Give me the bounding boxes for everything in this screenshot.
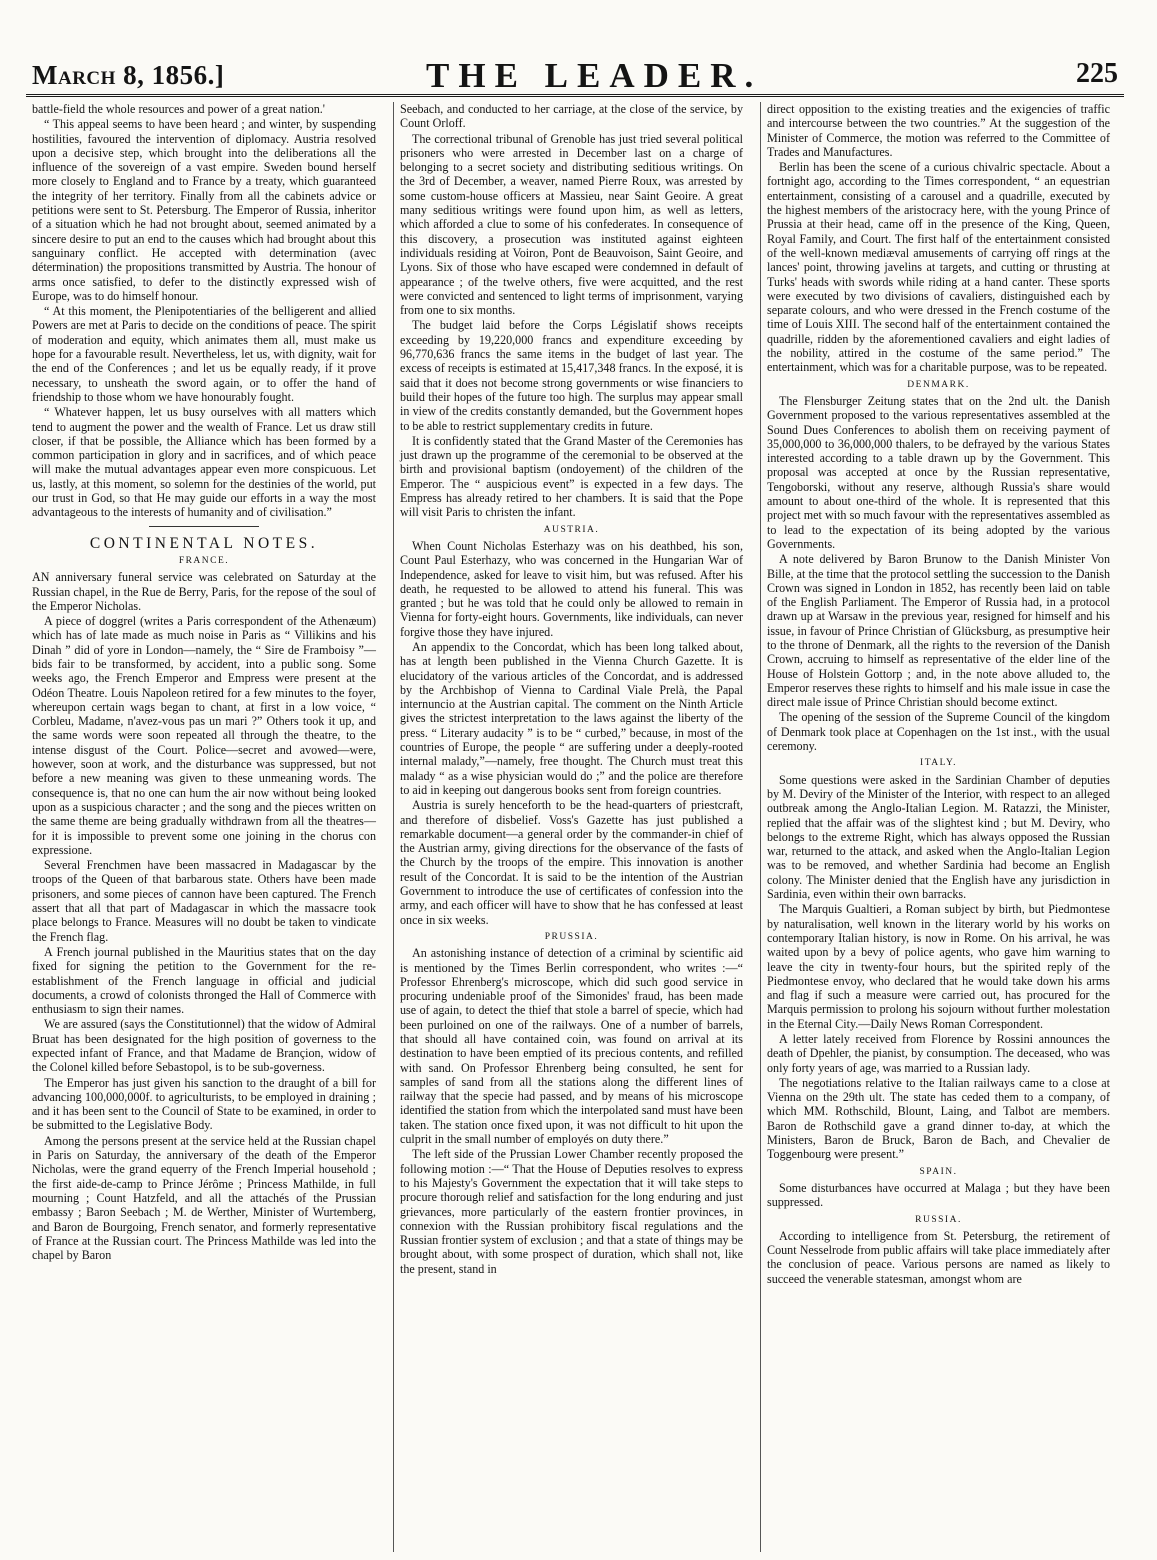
masthead-rule — [26, 94, 1124, 97]
article-paragraph: Some disturbances have occurred at Malaga ; but they have been suppressed. — [767, 1180, 1110, 1210]
article-paragraph: “ At this moment, the Plenipotentiaries of the belligerent and allied Powers are met at Paris to decide on the conditions of peace. The spirit of moderation and equity, which animates them all, must make us hope for a favourable result. Nevertheless, let us, with dignity, wait for the end of the Conferences ; and let us be equally ready, if it prove necessary, to unsheath the sword again, or to offer the hand of friendship to those whom we have honourably fought. — [32, 304, 376, 404]
page-number: 225 — [1076, 58, 1118, 89]
article-paragraph: According to intelligence from St. Petersburg, the retirement of Count Nesselrode from public affairs will take place immediately after the conclusion of peace. Various persons are named as likely to succeed the venerable statesman, amongst whom are — [767, 1228, 1110, 1286]
article-paragraph: Among the persons present at the service held at the Russian chapel in Paris on Saturday, the anniversary of the death of the Emperor Nicholas, were the grand equerry of the French Imperial household ; the first aide-de-camp to Prince Jérôme ; Princess Mathilde, in full mourning ; Count Hatzfeld, and all the attachés of the Prussian embassy ; Baron Seebach ; M. de Werther, Minister of Wurtemberg, and Baron de Bourgoing, French senator, and formerly representative of France at the Russian court. The Princess Mathilde was led into the chapel by Baron — [32, 1133, 376, 1263]
subsection-heading: FRANCE. — [178, 555, 230, 566]
section-heading: CONTINENTAL NOTES. — [89, 534, 319, 552]
subsection-heading: SPAIN. — [919, 1166, 958, 1177]
article-paragraph: The Marquis Gualtieri, a Roman subject by birth, but Piedmontese by naturalisation, well known in the literary world by his works on contemporary Italian history, is now in Rome. On his arrival, he was waited upon by a bevy of police agents, who gave him warning to leave the city in twenty-four hours, but the spirited reply of the Piedmontese envoy, who declared that he would take down his arms and flag if such a measure were carried out, has procured for the Marquis permission to prolong his sojourn without further molestation in the Eternal City.—Daily News Roman Correspondent. — [767, 902, 1110, 1031]
article-paragraph: It is confidently stated that the Grand Master of the Ceremonies has just drawn up the programme of the ceremonial to be observed at the birth and provisional baptism (ondoyement) of the children of the Emperor. The “ auspicious event” is expected in a few days. The Empress has already retired to her chambers. It is said that the Pope will visit Paris to christen the infant. — [400, 433, 743, 520]
masthead — [26, 34, 1136, 98]
article-paragraph: A French journal published in the Mauritius states that on the day fixed for signing the petition to the Government for the re-establishment of the French language in official and judicial documents, a crowd of colonists thronged the Hall of Commerce with enthusiasm to sign their names. — [32, 944, 376, 1017]
article-paragraph: An astonishing instance of detection of a criminal by scientific aid is mentioned by the Times Berlin correspondent, who writes :—“ Professor Ehrenberg's microscope, which did such good service in procuring undeniable proof of the Simonides' fraud, has been made use of again, to detect the thief that stole a barrel of specie, which had been purloined on one of the railways. One of a number of barrels, that should all have contained coin, was found on arrival at its destination to have been emptied of its precious contents, and refilled with sand. On Professor Ehrenberg being consulted, he sent for samples of sand from all the stations along the different lines of railway that the specie had passed, and by means of his microscope identified the station from which the interpolated sand must have been taken. The station once fixed upon, it was not difficult to hit upon the culprit in the small number of employés on duty there.” — [400, 946, 743, 1147]
column-2 — [393, 102, 749, 1552]
article-paragraph: The correctional tribunal of Grenoble has just tried several political prisoners who were arrested in December last on a charge of belonging to a secret society and distributing seditious writings. On the 3rd of December, a weaver, named Pierre Roux, was arrested by some custom-house officers at Massieu, near Saint Geoire. A great many seditious writings were found upon him, as well as letters, which afforded a clue to some of his confederates. In consequence of this discovery, a prosecution was instituted against eighteen individuals residing at Voiron, Pont de Beauvoison, Saint Geoire, and Lyons. Six of those who have escaped were condemned in default of appearance ; of the twelve others, five were acquitted, and the rest were convicted and sentenced to light terms of imprisonment, varying from one to six months. — [400, 131, 743, 318]
article-paragraph: The negotiations relative to the Italian railways came to a close at Vienna on the 29th ult. The state has ceded them to a company, of which MM. Rothschild, Blount, Laing, and Talbot are members. Baron de Rothschild gave a grand dinner to-day, at which the Ministers, Baron de Bruck, Baron de Bach, and Chevalier de Toggenbourg were present.” — [767, 1075, 1110, 1162]
text-columns — [26, 102, 1142, 1552]
article-paragraph: The opening of the session of the Supreme Council of the kingdom of Denmark took place at Copenhagen on the 1st inst., with the usual ceremony. — [767, 710, 1110, 754]
article-paragraph: “ Whatever happen, let us busy ourselves with all matters which tend to augment the power and the wealth of France. Let us draw still closer, if that be possible, the Alliance which has been formed by a common participation in glory and in sacrifices, and of which peace will make the mutual advantages appear even more conspicuous. Let us, lastly, at this moment, so solemn for the destinies of the world, put our trust in God, so that He may guide our efforts in a way the most advantageous to the interests of humanity and of civilisation.” — [32, 405, 376, 520]
article-paragraph: Berlin has been the scene of a curious chivalric spectacle. About a fortnight ago, according to the Times correspondent, “ an equestrian entertainment, consisting of a carousel and a quadrille, executed by the highest members of the aristocracy here, with the young Prince of Prussia at their head, came off in the presence of the King, Queen, Royal Family, and Court. The first half of the entertainment consisted of the well-known mediæval amusements of carrying off rings at the lances' point, throwing javelins at targets, and cutting or thrusting at Turks' heads with swords while riding at a hand canter. These sports were executed by two divisions of cavaliers, distinguished each by separate colours, and who were dressed in the French costume of the time of Louis XIII. The second half of the entertainment contained the quadrille, ridden by the aforementioned cavaliers and eight ladies of the nobility, attired in the costume of the same period.” The entertainment, which was for a charitable purpose, was to be repeated. — [767, 160, 1110, 375]
subsection-heading: RUSSIA. — [915, 1214, 962, 1225]
article-paragraph: Austria is surely henceforth to be the head-quarters of priestcraft, and therefore of disbelief. Voss's Gazette has just published a remarkable document—a general order by the commander-in chief of the Austrian army, giving directions for the observance of the fasts of the Church by the troops of the empire. This innovation is another result of the Concordat. It is said to be the intention of the Austrian Government to introduce the use of certificates of confession into the army, and each officer will have to show that he has confessed at least once in six weeks. — [400, 798, 743, 927]
article-paragraph: Some questions were asked in the Sardinian Chamber of deputies by M. Deviry of the Minister of the Interior, with respect to an alleged outbreak among the Anglo-Italian Legion. M. Ratazzi, the Minister, replied that the affair was of the slightest kind ; but M. Deviry, who belongs to the extreme Right, which has always opposed the Russian war, returned to the attack, and asked when the Anglo-Italian Legion was to be removed, and whether Sardinia had become an English colony. The Minister denied that the English have any jurisdiction in Sardinia, even within their own barracks. — [767, 772, 1110, 902]
article-paragraph: direct opposition to the existing treaties and the exigencies of traffic and intercourse between the two countries.” At the suggestion of the Minister of Commerce, the motion was referred to the Committee of Trades and Manufactures. — [767, 102, 1110, 159]
article-paragraph: AN anniversary funeral service was celebrated on Saturday at the Russian chapel, in the Rue de Berry, Paris, for the repose of the soul of the Emperor Nicholas. — [32, 570, 376, 613]
article-paragraph: When Count Nicholas Esterhazy was on his deathbed, his son, Count Paul Esterhazy, who was concerned in the Hungarian War of Independence, asked for leave to visit him, but was refused. After his death, he requested to be allowed to attend his funeral. This was granted ; but he was told that he could only be allowed to remain in Vienna for forty-eight hours. Governments, like individuals, can never forgive those they have injured. — [400, 538, 743, 639]
section-divider — [149, 526, 259, 527]
issue-date: March 8, 1856.] — [32, 60, 225, 90]
article-paragraph: Several Frenchmen have been massacred in Madagascar by the troops of the Queen of that barbarous state. Others have been made prisoners, and some pieces of cannon have been captured. The French assert that all that part of Madagascar in which the massacre took place belongs to France. Measures will no doubt be taken to vindicate the French flag. — [32, 858, 376, 944]
subsection-heading: AUSTRIA. — [543, 524, 600, 535]
newspaper-page — [26, 34, 1157, 1554]
article-paragraph: We are assured (says the Constitutionnel) that the widow of Admiral Bruat has been designated for the high position of governess to the expected infant of France, and that Madame de Brançion, widow of the Colonel killed before Sebastopol, is to be sub-governess. — [32, 1017, 376, 1075]
article-paragraph: An appendix to the Concordat, which has been long talked about, has at length been published in the Vienna Church Gazette. It is elucidatory of the various articles of the Concordat, and is addressed by the Archbishop of Vienna to Cardinal Viale Prelà, the Papal internuncio at the Austrian capital. The comment on the Ninth Article gives the strictest interpretation to the laws against the liberty of the press. “ Literary audacity ” is to be “ curbed,” because, in most of the countries of Europe, the people “ are suffering under a deeply-rooted internal malady,”—namely, free thought. The Church must treat this malady “ as a wise physician would do ;” and the police are therefore to aid in keeping out dangerous books sent from foreign countries. — [400, 639, 743, 797]
article-paragraph: A letter lately received from Florence by Rossini announces the death of Dpehler, the pianist, by consumption. The deceased, who was only forty years of age, was married to a Russian lady. — [767, 1032, 1110, 1075]
article-paragraph: The budget laid before the Corps Législatif shows receipts exceeding by 19,220,000 francs and expenditure exceeding by 96,770,636 francs the same items in the budget of last year. The excess of receipts is estimated at 15,417,348 francs. In the exposé, it is said that it does not become strong governments or wise financiers to build their hopes of the future too high. The surplus may appear small in view of the credits constantly demanded, but the Government hopes to be able to restrict supplementary credits in future. — [400, 318, 743, 433]
article-paragraph: “ This appeal seems to have been heard ; and winter, by suspending hostilities, favoured the intervention of diplomacy. Austria resolved upon a decisive step, which brought into the deliberations all the influence of the sovereign of a vast empire. Sweden bound herself more closely to England and to France by a treaty, which guaranteed the integrity of her territory. Finally from all the cabinets advice or petitions were sent to St. Petersburg. The Emperor of Russia, inheritor of a situation which he had not brought about, seemed animated by a sincere desire to put an end to the causes which had brought about this sanguinary conflict. He accepted with determination (avec détermination) the propositions transmitted by Austria. The honour of arms once satisfied, to defer to the distinctly expressed wish of Europe, was to do himself honour. — [32, 117, 376, 303]
newspaper-title: THE LEADER. — [426, 56, 763, 95]
article-paragraph: A piece of doggrel (writes a Paris correspondent of the Athenæum) which has of late made as much noise in Paris as “ Villikins and his Dinah ” did of yore in London—namely, the “ Sire de Framboisy ”—bids fair to be transformed, by accident, into a public song. Some weeks ago, the French Emperor and Empress were present at the Odéon Theatre. Louis Napoleon retired for a few minutes to the foyer, whereupon certain wags began to chant, at first in a low voice, “ Corbleu, Madame, n'avez-vous pas un mari ?” Others took it up, and the same words were soon repeated all through the theatre, to the intense disgust of the Court. Police—secret and avowed—were, however, soon at work, and the disturbance was suppressed, but not before a new meaning was given to these unmeaning words. The consequence is, that no one can hum the air now without being looked upon as a suspicious character ; and the song and the pieces written on the same theme are being gradually withdrawn from all the theatres—for it is impossible to prevent some one joining in the chorus con expressione. — [32, 614, 376, 857]
article-paragraph: battle-field the whole resources and power of a great nation.' — [32, 102, 325, 116]
subsection-heading: PRUSSIA. — [544, 931, 599, 942]
article-paragraph: The Emperor has just given his sanction to the draught of a bill for advancing 100,000,000f. to agriculturists, to be employed in draining ; and it has been sent to the Council of State to be examined, in order to be submitted to the Legislative Body. — [32, 1075, 376, 1133]
article-paragraph: The left side of the Prussian Lower Chamber recently proposed the following motion :—“ That the House of Deputies resolves to express to his Majesty's Government the expectation that it will take steps to procure thorough relief and satisfaction for the long enduring and just grievances, more particularly of the eastern frontier provinces, in connexion with the Russian prohibitory fiscal regulations and the Russian frontier system of exclusion ; and that a state of things may be brought about, with some prospect of duration, which shall not, like the present, stand in — [400, 1147, 743, 1276]
article-paragraph: The Flensburger Zeitung states that on the 2nd ult. the Danish Government proposed to the various representatives assembled at the Sound Dues Conferences to abolish them on receiving payment of 35,000,000 to 36,000,000 thalers, to be defrayed by the various States interested according to a table drawn up by the Government. This proposal was accepted at once by the Russian representative, Tengoborski, without any reserve, although Russia's share would amount to about one-third of the whole. It is represented that this project met with so much favour with the representatives assembled as to lead to the expectation of its being adopted by the various Governments. — [767, 393, 1110, 551]
article-paragraph: A note delivered by Baron Brunow to the Danish Minister Von Bille, at the time that the protocol settling the succession to the Danish Crown was signed in London in 1852, has recently been laid on table of the English Parliament. The Emperor of Russia had, in a protocol drawn up at Warsaw in the previous year, resigned for himself and his issue, in favour of Prince Christian of Glücksburg, as presumptive heir to the throne of Denmark, all the rights to the reversion of the Danish Crown, accruing to himself as representative of the elder line of the House of Holstein Gottorp ; and, in the note above alluded to, the Emperor reserves these rights to himself and his male issue in case the direct male issue of Prince Christian should become extinct. — [767, 552, 1110, 710]
subsection-heading: ITALY. — [920, 758, 957, 769]
article-paragraph: Seebach, and conducted to her carriage, at the close of the service, by Count Orloff. — [400, 102, 743, 131]
subsection-heading: DENMARK. — [907, 379, 970, 390]
column-3 — [760, 102, 1116, 1552]
column-1 — [26, 102, 382, 1552]
